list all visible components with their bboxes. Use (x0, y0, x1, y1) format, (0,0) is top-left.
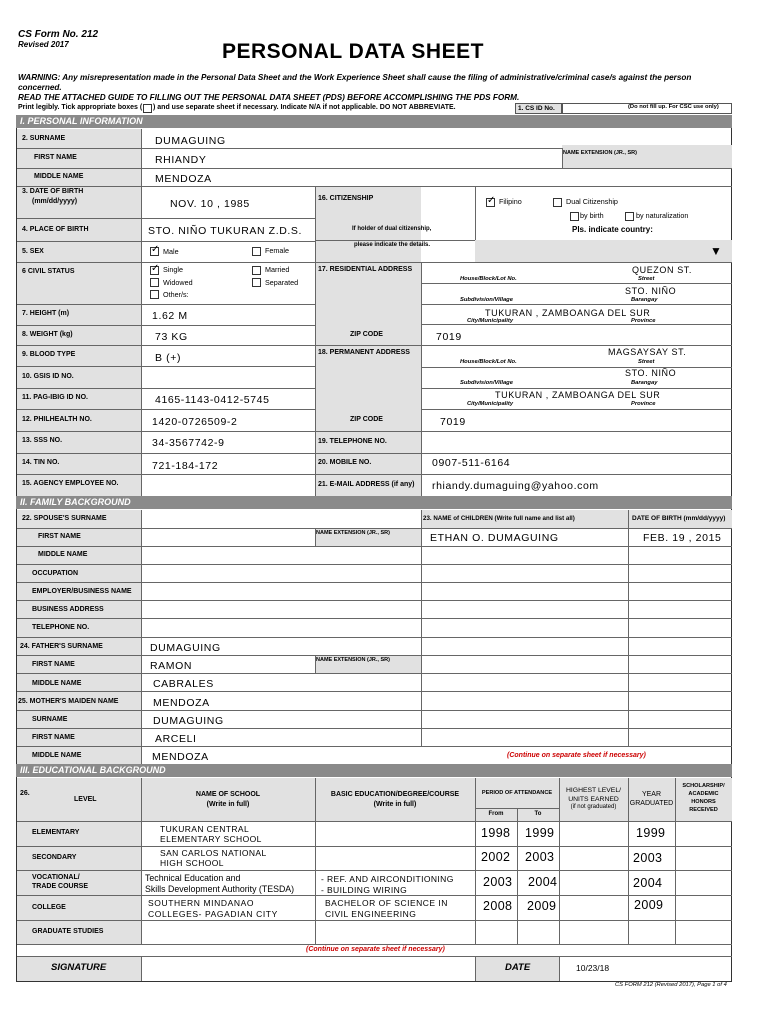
country-dropdown[interactable] (475, 240, 732, 262)
father-middle-field[interactable]: CABRALES (153, 678, 214, 690)
perm-subd-sub: Subdivision/Village (460, 380, 513, 386)
mobile-label: 20. MOBILE NO. (318, 459, 372, 466)
cs-others-label: Other/s: (163, 290, 189, 299)
cs-separated-label: Separated (265, 278, 299, 287)
perm-brgy-field[interactable]: STO. NIÑO (625, 368, 677, 378)
sss-field[interactable]: 34-3567742-9 (152, 437, 225, 449)
business-address-label: BUSINESS ADDRESS (32, 606, 104, 613)
res-city-sub: City/Municipality (467, 318, 514, 324)
perm-street-sub: Street (638, 359, 655, 365)
telephone-label: 19. TELEPHONE NO. (318, 438, 387, 445)
res-zip-label: ZIP CODE (350, 331, 383, 338)
section-family-header: II. FAMILY BACKGROUND (16, 496, 732, 509)
sss-label: 13. SSS NO. (22, 437, 63, 444)
education-num: 26. (20, 790, 30, 797)
sample-checkbox (143, 104, 152, 113)
citizenship-dual-label: Dual Citizenship (566, 197, 618, 206)
school-header-sub: (Write in full) (206, 801, 250, 808)
edu-school-a[interactable]: Technical Education and (145, 873, 241, 883)
edu-level: ELEMENTARY (32, 829, 80, 836)
sex-male-label: Male (163, 247, 179, 256)
edu-course-a[interactable]: - REF. AND AIRCONDITIONING (321, 874, 454, 884)
mobile-field[interactable]: 0907-511-6164 (432, 457, 511, 469)
cs-separated-checkbox[interactable] (252, 278, 261, 287)
father-surname-label: 24. FATHER'S SURNAME (20, 643, 103, 650)
spouse-first-label: FIRST NAME (38, 533, 81, 540)
citizenship-filipino-checkbox[interactable] (486, 198, 495, 207)
res-subd-sub: Subdivision/Village (460, 297, 513, 303)
school-header: NAME OF SCHOOL (195, 791, 261, 798)
cs-single-checkbox[interactable] (150, 266, 159, 275)
edu-course-b[interactable]: - BUILDING WIRING (321, 885, 408, 895)
signature-label: SIGNATURE (51, 962, 107, 973)
form-revision: Revised 2017 (18, 40, 69, 49)
residential-address-label: 17. RESIDENTIAL ADDRESS (318, 266, 413, 273)
dual-note-a: If holder of dual citizenship, (352, 226, 432, 232)
perm-brgy-sub: Barangay (631, 380, 658, 386)
res-prov-sub: Province (631, 318, 656, 324)
course-header-sub: (Write in full) (373, 801, 417, 808)
mother-first-field[interactable]: ARCELI (155, 733, 197, 745)
form-number: CS Form No. 212 (18, 29, 99, 40)
by-naturalization-label: by naturalization (636, 211, 689, 220)
height-field[interactable]: 1.62 M (152, 310, 188, 322)
blood-type-field[interactable]: B (+) (155, 352, 182, 364)
spouse-middle-label: MIDDLE NAME (38, 551, 88, 558)
mother-surname-field[interactable]: DUMAGUING (153, 715, 224, 727)
perm-prov-sub: Province (631, 401, 656, 407)
permanent-address-label: 18. PERMANENT ADDRESS (318, 349, 410, 356)
res-house-sub: House/Block/Lot No. (460, 276, 517, 282)
honors-header-b: ACADEMIC (688, 791, 719, 797)
page-footer-note: CS FORM 212 (Revised 2017), Page 1 of 4 (615, 982, 727, 988)
print-instruction-b: ) and use separate sheet if necessary. Indicate N/A if not applicable. DO NOT ABBREVIATE. (153, 104, 456, 111)
level-header: LEVEL (74, 796, 97, 803)
dropdown-arrow-icon[interactable]: ▼ (710, 244, 722, 258)
csc-use-note: (Do not fill up. For CSC use only) (628, 104, 719, 110)
father-surname-field[interactable]: DUMAGUING (150, 642, 221, 654)
edu-from[interactable]: 2003 (483, 875, 513, 889)
print-instruction-a: Print legibly. Tick appropriate boxes ( (18, 104, 143, 111)
email-label: 21. E-MAIL ADDRESS (if any) (318, 481, 415, 488)
guide-text: READ THE ATTACHED GUIDE TO FILLING OUT THE PERSONAL DATA SHEET (PDS) BEFORE ACCOMPLISHING THE PDS FORM. (18, 93, 520, 102)
child-dob-field[interactable]: FEB. 19 , 2015 (643, 532, 722, 544)
dob-format-label: (mm/dd/yyyy) (32, 198, 78, 205)
page-title: PERSONAL DATA SHEET (222, 40, 484, 63)
father-first-field[interactable]: RAMON (150, 660, 193, 672)
personal-label-column-right (315, 186, 421, 496)
edu-course-b[interactable]: CIVIL ENGINEERING (325, 909, 417, 919)
honors-header-a: SCHOLARSHIP/ (682, 783, 725, 789)
blood-type-label: 9. BLOOD TYPE (22, 351, 76, 358)
edu-school-b[interactable]: COLLEGES- PAGADIAN CITY (148, 909, 278, 919)
edu-year[interactable]: 1999 (636, 826, 666, 840)
mother-surname-label: SURNAME (32, 716, 68, 723)
firstname-field[interactable]: RHIANDY (155, 154, 207, 166)
mother-maiden-field[interactable]: MENDOZA (153, 697, 210, 709)
perm-city-sub: City/Municipality (467, 401, 514, 407)
email-field[interactable]: rhiandy.dumaguing@yahoo.com (432, 480, 599, 492)
sex-male-checkbox[interactable] (150, 247, 159, 256)
edu-to[interactable]: 2009 (527, 899, 557, 913)
edu-from[interactable]: 2008 (483, 899, 513, 913)
edu-level: GRADUATE STUDIES (32, 928, 104, 935)
cs-married-label: Married (265, 265, 290, 274)
edu-to[interactable]: 1999 (525, 826, 555, 840)
weight-label: 8. WEIGHT (kg) (22, 331, 73, 338)
civil-status-label: 6 CIVIL STATUS (22, 268, 75, 275)
edu-level: SECONDARY (32, 854, 77, 861)
height-label: 7. HEIGHT (m) (22, 310, 70, 317)
spouse-telephone-label: TELEPHONE NO. (32, 624, 90, 631)
cs-widowed-label: Widowed (163, 278, 193, 287)
mother-middle-field[interactable]: MENDOZA (152, 751, 209, 763)
cs-single-label: Single (163, 265, 183, 274)
children-dob-label: DATE OF BIRTH (mm/dd/yyyy) (632, 515, 726, 522)
dob-field[interactable]: NOV. 10 , 1985 (170, 198, 250, 210)
name-ext-label: NAME EXTENSION (JR., SR) (563, 150, 637, 156)
edu-school-b[interactable]: ELEMENTARY SCHOOL (160, 834, 262, 844)
citizenship-label: 16. CITIZENSHIP (318, 195, 374, 202)
honors-header-c: HONORS (691, 799, 716, 805)
edu-level: VOCATIONAL/ TRADE COURSE (32, 874, 89, 890)
mother-middle-label: MIDDLE NAME (32, 752, 82, 759)
education-continue-note: (Continue on separate sheet if necessary) (306, 946, 445, 953)
cs-widowed-checkbox[interactable] (150, 278, 159, 287)
by-birth-label: by birth (580, 211, 604, 220)
edu-school-b[interactable]: Skills Development Authority (TESDA) (145, 884, 295, 894)
edu-from[interactable]: 2002 (481, 850, 511, 864)
perm-zip-label: ZIP CODE (350, 416, 383, 423)
philhealth-field[interactable]: 1420-0726509-2 (152, 416, 238, 428)
weight-field[interactable]: 73 KG (155, 331, 188, 343)
pob-label: 4. PLACE OF BIRTH (22, 226, 89, 233)
signature-field[interactable] (141, 956, 475, 981)
dual-note-b: please indicate the details. (354, 242, 431, 248)
pob-field[interactable]: STO. NIÑO TUKURAN Z.D.S. (148, 225, 303, 237)
edu-school-a[interactable]: TUKURAN CENTRAL (160, 824, 250, 834)
spouse-surname-label: 22. SPOUSE'S SURNAME (22, 515, 107, 522)
dob-label: 3. DATE OF BIRTH (22, 188, 84, 195)
to-header: To (534, 811, 542, 817)
edu-year[interactable]: 2004 (633, 876, 663, 890)
perm-house-sub: House/Block/Lot No. (460, 359, 517, 365)
edu-school-a[interactable]: SOUTHERN MINDANAO (148, 898, 255, 908)
res-brgy-field[interactable]: STO. NIÑO (625, 286, 677, 296)
edu-school-a[interactable]: SAN CARLOS NATIONAL (160, 848, 267, 858)
course-header: BASIC EDUCATION/DEGREE/COURSE (330, 791, 460, 798)
res-city-field[interactable]: TUKURAN , ZAMBOANGA DEL SUR (485, 308, 651, 318)
edu-school-b[interactable]: HIGH SCHOOL (160, 858, 224, 868)
spouse-ext-label: NAME EXTENSION (JR., SR) (316, 530, 390, 536)
highest-header-c: (if not graduated) (570, 804, 617, 810)
edu-to[interactable]: 2003 (525, 850, 555, 864)
edu-to[interactable]: 2004 (528, 875, 558, 889)
middlename-field[interactable]: MENDOZA (155, 173, 212, 185)
section-personal-header: I. PERSONAL INFORMATION (16, 115, 732, 128)
date-label: DATE (505, 962, 531, 973)
citizenship-filipino-label: Filipino (499, 197, 522, 206)
edu-year[interactable]: 2003 (633, 851, 663, 865)
year-header-a: YEAR (641, 791, 662, 798)
surname-field[interactable]: DUMAGUING (155, 135, 226, 147)
father-first-label: FIRST NAME (32, 661, 75, 668)
sex-female-label: Female (265, 246, 289, 255)
edu-course-a[interactable]: BACHELOR OF SCIENCE IN (325, 898, 448, 908)
by-birth-checkbox[interactable] (570, 212, 579, 221)
section-education-header: III. EDUCATIONAL BACKGROUND (16, 764, 732, 777)
occupation-label: OCCUPATION (32, 570, 79, 577)
year-header-b: GRADUATED (629, 800, 674, 807)
by-naturalization-checkbox[interactable] (625, 212, 634, 221)
res-zip-field[interactable]: 7019 (436, 331, 462, 343)
mother-maiden-label: 25. MOTHER'S MAIDEN NAME (18, 698, 119, 705)
res-street-sub: Street (638, 276, 655, 282)
from-header: From (488, 811, 504, 817)
child-name-field[interactable]: ETHAN O. DUMAGUING (430, 532, 559, 544)
res-street-field[interactable]: QUEZON ST. (632, 265, 693, 275)
father-ext-label: NAME EXTENSION (JR., SR) (316, 657, 390, 663)
tin-field[interactable]: 721-184-172 (152, 460, 219, 472)
pagibig-field[interactable]: 4165-1143-0412-5745 (155, 394, 270, 406)
cs-others-checkbox[interactable] (150, 290, 159, 299)
citizenship-dual-checkbox[interactable] (553, 198, 562, 207)
children-label: 23. NAME of CHILDREN (Write full name and list all) (423, 515, 575, 522)
perm-city-field[interactable]: TUKURAN , ZAMBOANGA DEL SUR (495, 390, 661, 400)
cs-id-label: 1. CS ID No. (515, 103, 562, 114)
indicate-country-label: Pls. indicate country: (572, 225, 653, 234)
name-ext-cell (562, 145, 732, 169)
tin-label: 14. TIN NO. (22, 459, 60, 466)
perm-zip-field[interactable]: 7019 (440, 416, 466, 428)
philhealth-label: 12. PHILHEALTH NO. (22, 416, 92, 423)
agency-label: 15. AGENCY EMPLOYEE NO. (22, 480, 119, 487)
edu-year[interactable]: 2009 (634, 898, 664, 912)
gsis-label: 10. GSIS ID NO. (22, 373, 74, 380)
warning-text: WARNING: Any misrepresentation made in the Personal Data Sheet and the Work Experience Sheet shall cause the filing of administrative/criminal case/s against the person concerned. (18, 73, 692, 92)
perm-street-field[interactable]: MAGSAYSAY ST. (608, 347, 687, 357)
surname-label: 2. SURNAME (22, 135, 66, 142)
sex-female-checkbox[interactable] (252, 247, 261, 256)
period-header: PERIOD OF ATTENDANCE (481, 790, 553, 796)
edu-level: COLLEGE (32, 904, 66, 911)
family-continue-note: (Continue on separate sheet if necessary) (507, 752, 646, 759)
highest-header-a: HIGHEST LEVEL/ (565, 787, 622, 794)
pagibig-label: 11. PAG-IBIG ID NO. (22, 394, 88, 401)
firstname-label: FIRST NAME (34, 154, 77, 161)
date-field[interactable]: 10/23/18 (576, 963, 610, 973)
sex-label: 5. SEX (22, 248, 44, 255)
employer-label: EMPLOYER/BUSINESS NAME (32, 588, 132, 595)
honors-header-d: RECEIVED (689, 807, 718, 813)
middlename-label: MIDDLE NAME (34, 173, 84, 180)
edu-from[interactable]: 1998 (481, 826, 511, 840)
res-brgy-sub: Barangay (631, 297, 658, 303)
mother-first-label: FIRST NAME (32, 734, 75, 741)
highest-header-b: UNITS EARNED (568, 796, 619, 803)
cs-married-checkbox[interactable] (252, 266, 261, 275)
father-middle-label: MIDDLE NAME (32, 680, 82, 687)
